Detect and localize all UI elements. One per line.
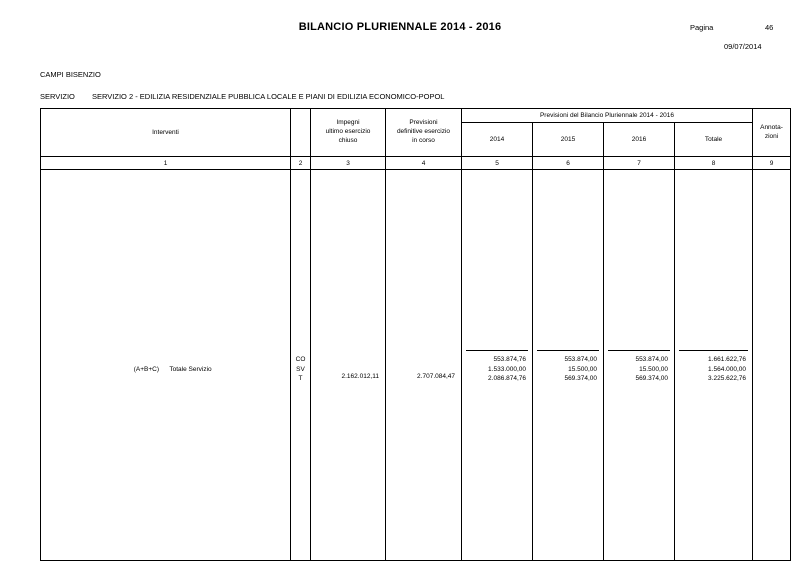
value-previsioni-corso: 2.707.084,47 (417, 372, 455, 380)
col-header-impegni-line1: Impegni (336, 119, 360, 127)
col-header-previsioni-line1: Previsioni (409, 119, 438, 127)
col-number-3: 3 (311, 157, 386, 170)
page-label: Pagina (690, 23, 714, 32)
values-totale (675, 351, 752, 384)
row-label-wrap (41, 357, 290, 373)
values-2014 (462, 351, 532, 384)
values-2015 (533, 351, 603, 384)
col-number-9: 9 (753, 157, 791, 170)
col-header-group-pluriennale: Previsioni del Bilancio Pluriennale 2014 - 2016 (462, 109, 753, 123)
col-header-previsioni-line3: in corso (412, 136, 435, 144)
col-number-4: 4 (386, 157, 462, 170)
value-totale-co: 1.661.622,76 (708, 355, 746, 363)
value-2016-t: 569.374,00 (635, 375, 668, 383)
table-header-row-1 (41, 109, 791, 123)
col-header-impegni-line3: chiuso (338, 136, 358, 144)
col-header-type (291, 109, 311, 157)
col-number-8: 8 (675, 157, 753, 170)
type-code-co: CO (295, 355, 306, 363)
col-number-6: 6 (533, 157, 604, 170)
col-number-5: 5 (462, 157, 533, 170)
row-label: Totale Servizio (169, 366, 212, 373)
type-code-sv: SV (296, 365, 305, 373)
entity-name: CAMPI BISENZIO (40, 70, 101, 79)
page-number: 46 (765, 23, 774, 32)
value-2016-co: 553.874,00 (635, 355, 668, 363)
cell-2015 (533, 170, 604, 561)
col-header-impegni-line2: ultimo esercizio (325, 128, 371, 136)
col-header-previsioni-corso (386, 109, 462, 157)
col-number-7: 7 (604, 157, 675, 170)
table-row (41, 170, 791, 561)
cell-previsioni-corso (386, 170, 462, 561)
cell-interventi (41, 170, 291, 561)
col-header-interventi: Interventi (41, 109, 291, 157)
cell-annotazioni (753, 170, 791, 561)
col-header-2016: 2016 (604, 123, 675, 157)
col-number-2: 2 (291, 157, 311, 170)
cell-type-codes (291, 170, 311, 561)
page-title: BILANCIO PLURIENNALE 2014 - 2016 (298, 21, 502, 33)
value-2016-sv: 15.500,00 (639, 365, 668, 373)
table-column-number-row (41, 157, 791, 170)
col-header-totale: Totale (675, 123, 753, 157)
col-header-annotazioni-line2: zioni (764, 132, 779, 140)
cell-2014 (462, 170, 533, 561)
type-code-t: T (298, 375, 303, 383)
col-header-2015: 2015 (533, 123, 604, 157)
row-code: (A+B+C) (133, 366, 159, 373)
cell-impegni (311, 170, 386, 561)
values-2016 (604, 351, 674, 384)
value-2015-co: 553.874,00 (564, 355, 597, 363)
value-totale-sv: 1.564.000,00 (708, 365, 746, 373)
cell-2016 (604, 170, 675, 561)
col-header-annotazioni (753, 109, 791, 157)
cell-totale (675, 170, 753, 561)
col-header-annotazioni-line1: Annota- (760, 123, 783, 131)
service-label: SERVIZIO (40, 92, 75, 101)
budget-table (40, 108, 791, 561)
col-header-impegni (311, 109, 386, 157)
document-date: 09/07/2014 (724, 42, 762, 51)
service-value: SERVIZIO 2 - EDILIZIA RESIDENZIALE PUBBLICA LOCALE E PIANI DI EDILIZIA ECONOMICO-POPOL (92, 92, 445, 101)
value-2015-t: 569.374,00 (564, 375, 597, 383)
value-impegni: 2.162.012,11 (341, 372, 379, 380)
value-2014-t: 2.086.874,76 (488, 375, 526, 383)
type-code-list (291, 346, 310, 384)
col-number-1: 1 (41, 157, 291, 170)
col-header-previsioni-line2: definitive esercizio (396, 128, 451, 136)
value-totale-t: 3.225.622,76 (708, 375, 746, 383)
value-2014-sv: 1.533.000,00 (488, 365, 526, 373)
col-header-2014: 2014 (462, 123, 533, 157)
value-2015-sv: 15.500,00 (568, 365, 597, 373)
value-2014-co: 553.874,76 (493, 355, 526, 363)
